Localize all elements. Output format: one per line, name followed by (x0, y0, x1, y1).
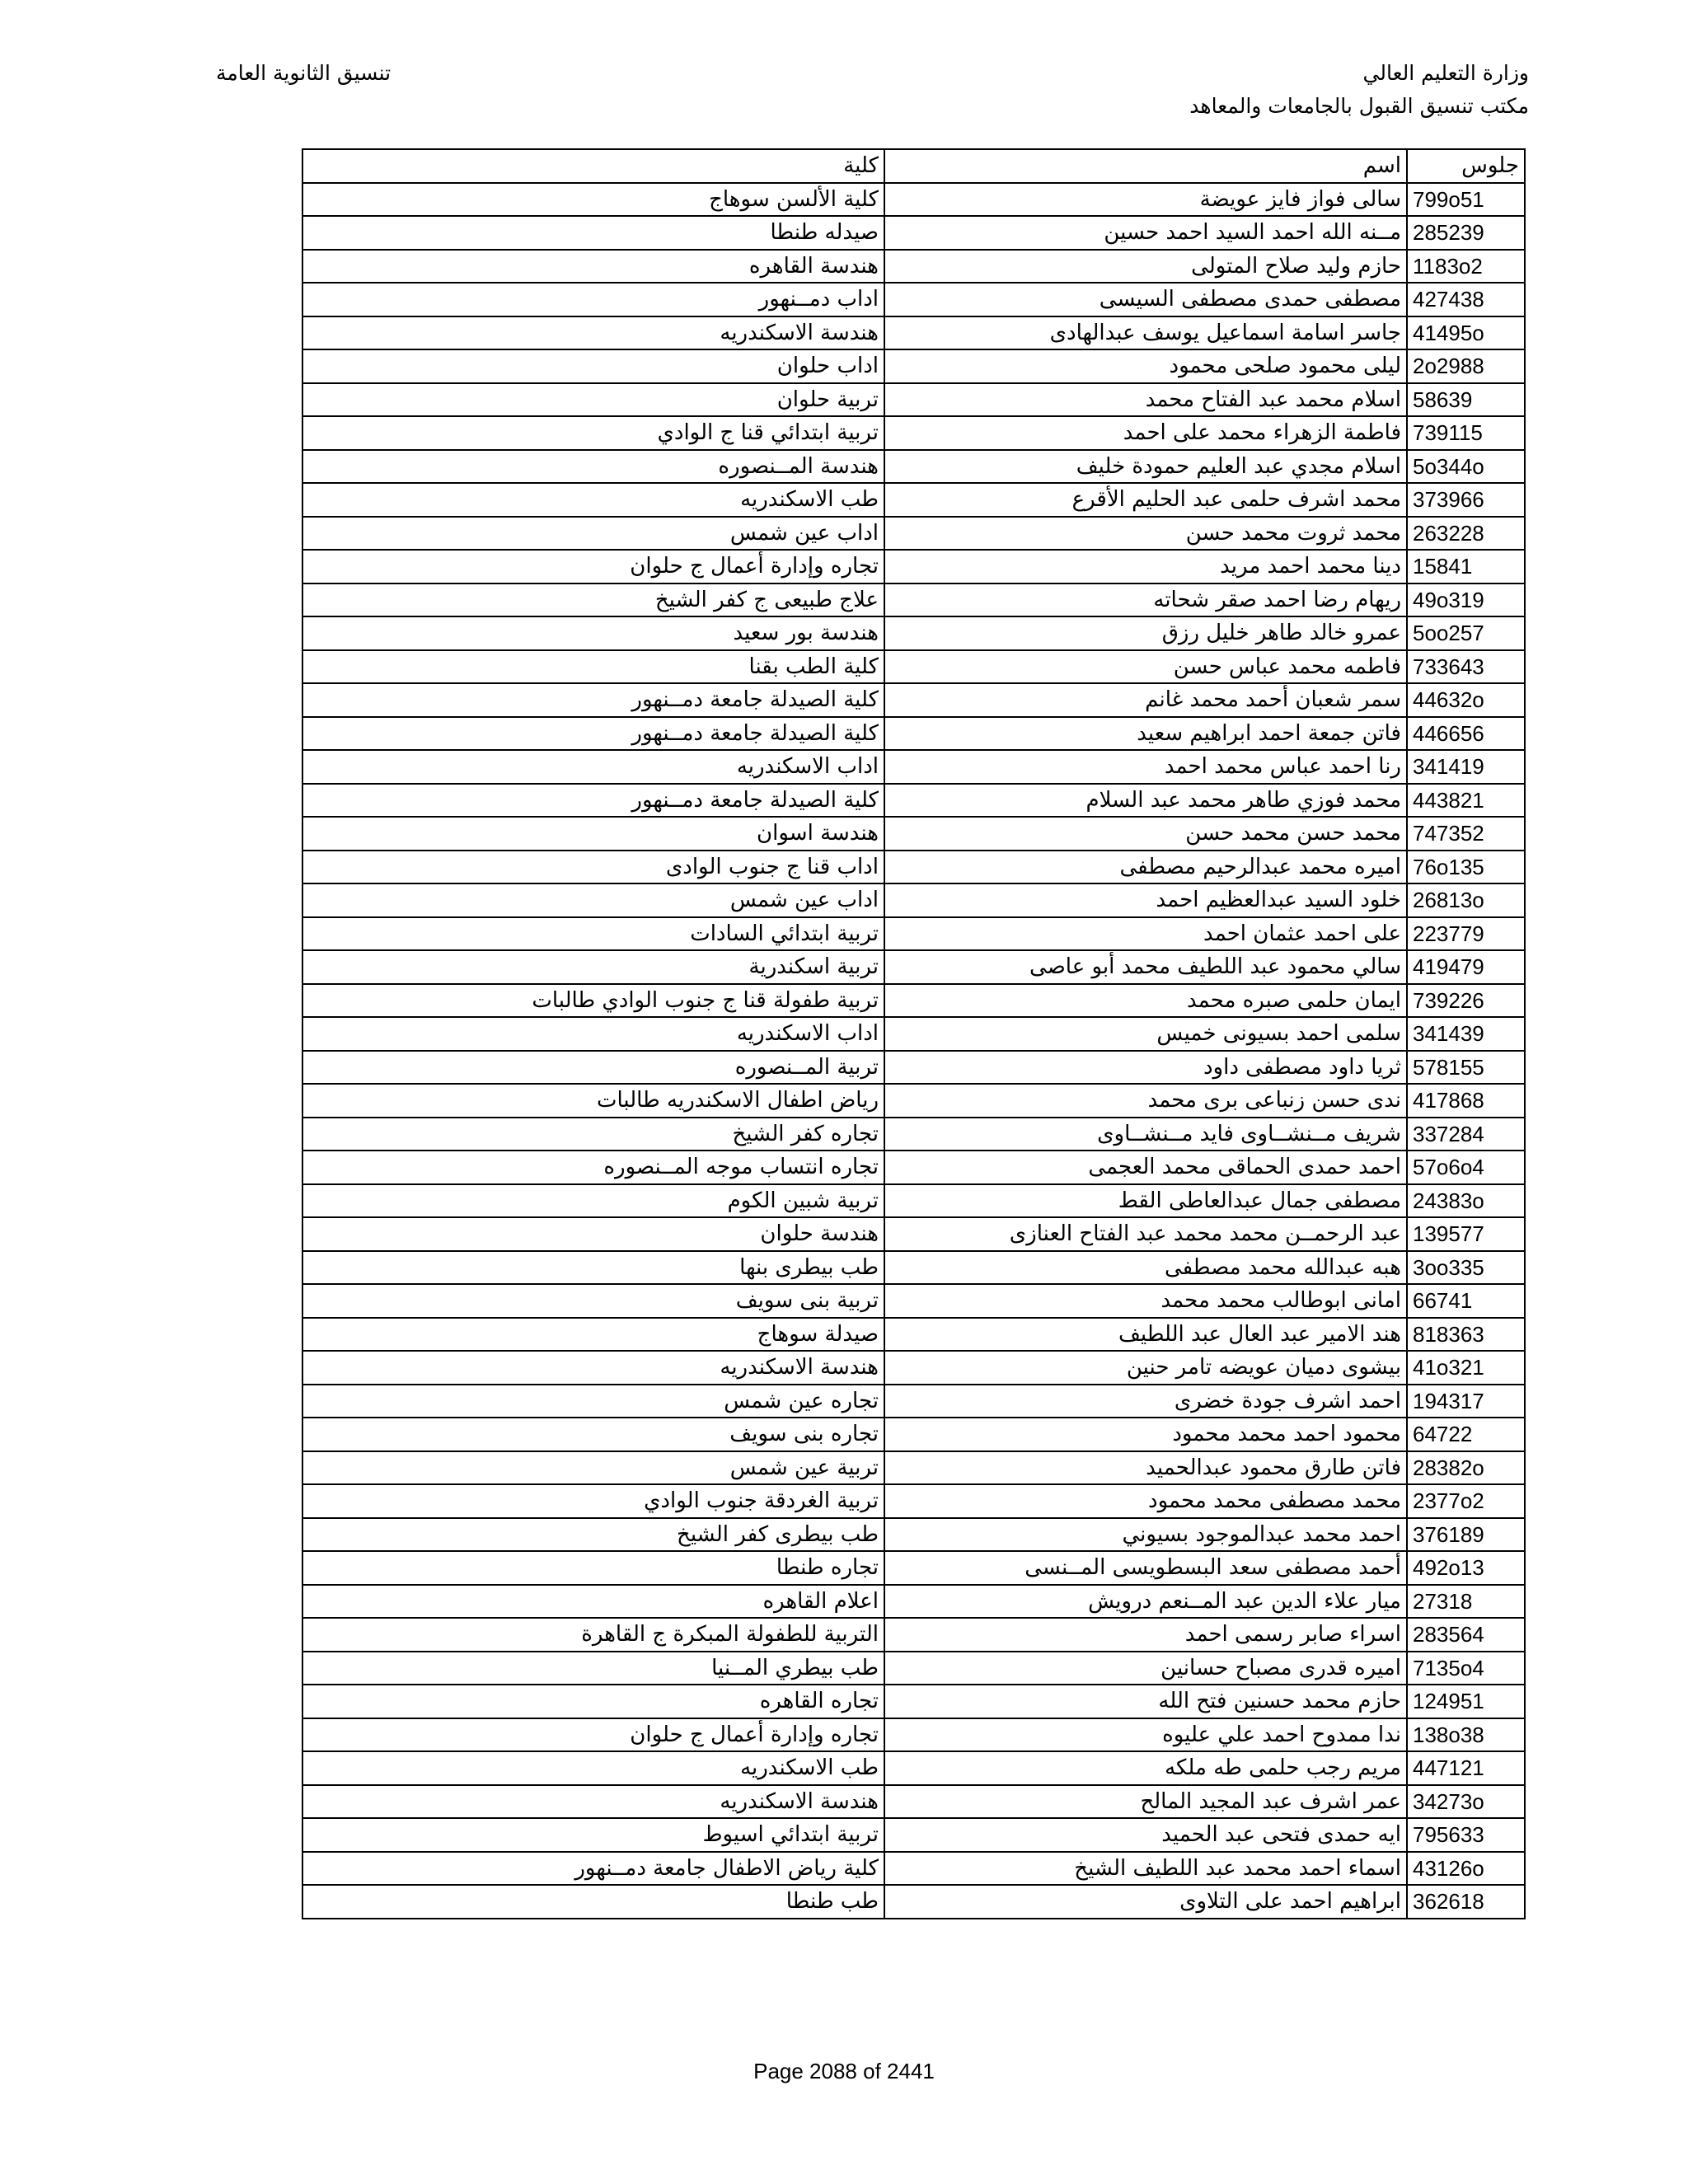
table-row (302, 383, 1525, 417)
faculty-cell: اعلام القاهره (302, 1585, 884, 1619)
table-row (302, 683, 1525, 717)
table-row (302, 1184, 1525, 1218)
seat-cell: 139577 (1407, 1217, 1525, 1251)
name-cell: اسماء احمد محمد عبد اللطيف الشيخ (884, 1852, 1407, 1886)
seat-cell: 447121 (1407, 1751, 1525, 1785)
table-row (302, 784, 1525, 818)
name-cell: محمد حسن محمد حسن (884, 817, 1407, 851)
faculty-cell: طب طنطا (302, 1885, 884, 1919)
seat-cell: 28382o (1407, 1451, 1525, 1485)
name-cell: حازم وليد صلاح المتولى (884, 250, 1407, 284)
faculty-cell: تجاره كفر الشيخ (302, 1118, 884, 1151)
table-row (302, 1318, 1525, 1352)
table-row (302, 1217, 1525, 1251)
faculty-cell: تجاره طنطا (302, 1551, 884, 1585)
seat-cell: 373966 (1407, 483, 1525, 517)
seat-cell: 337284 (1407, 1118, 1525, 1151)
faculty-cell: تجاره عين شمس (302, 1385, 884, 1418)
faculty-cell: تربية شبين الكوم (302, 1184, 884, 1218)
faculty-cell: هندسة المــنصوره (302, 450, 884, 484)
table-row (302, 1652, 1525, 1685)
table-row (302, 550, 1525, 583)
table-row (302, 1785, 1525, 1819)
faculty-cell: هندسة بور سعيد (302, 616, 884, 650)
table-row (302, 1618, 1525, 1652)
table-row (302, 1518, 1525, 1552)
faculty-cell: تربية حلوان (302, 383, 884, 417)
name-cell: دينا محمد احمد مريد (884, 550, 1407, 583)
name-cell: احمد حمدى الحماقى محمد العجمى (884, 1151, 1407, 1184)
name-cell: خلود السيد عبدالعظيم احمد (884, 883, 1407, 917)
name-cell: سالي محمود عبد اللطيف محمد أبو عاصى (884, 950, 1407, 984)
name-cell: امانى ابوطالب محمد محمد (884, 1284, 1407, 1318)
name-cell: هبه عبدالله محمد مصطفى (884, 1251, 1407, 1285)
name-cell: فاطمة الزهراء محمد على احمد (884, 416, 1407, 450)
seat-cell: 44632o (1407, 683, 1525, 717)
seat-cell: 7135o4 (1407, 1652, 1525, 1685)
table-row (302, 1418, 1525, 1451)
seat-cell: 818363 (1407, 1318, 1525, 1352)
seat-cell: 26813o (1407, 883, 1525, 917)
name-cell: اميره قدرى مصباح حسانين (884, 1652, 1407, 1685)
seat-cell: 34273o (1407, 1785, 1525, 1819)
name-cell: ريهام رضا احمد صقر شحاته (884, 583, 1407, 617)
seat-cell: 799o51 (1407, 183, 1525, 217)
seat-cell: 417868 (1407, 1084, 1525, 1118)
faculty-cell: اداب دمــنهور (302, 283, 884, 316)
faculty-cell: صيدلة سوهاج (302, 1318, 884, 1352)
seat-cell: 41495o (1407, 316, 1525, 350)
table-row (302, 416, 1525, 450)
faculty-cell: اداب عين شمس (302, 517, 884, 551)
table-row (302, 1385, 1525, 1418)
seat-cell: 285239 (1407, 216, 1525, 250)
seat-cell: 492o13 (1407, 1551, 1525, 1585)
table-row (302, 1685, 1525, 1718)
seat-cell: 263228 (1407, 517, 1525, 551)
table-row (302, 517, 1525, 551)
name-cell: محمد فوزي طاهر محمد عبد السلام (884, 784, 1407, 818)
seat-cell: 341419 (1407, 750, 1525, 784)
name-cell: سلمى احمد بسيونى خميس (884, 1017, 1407, 1051)
faculty-cell: تربية ابتدائي السادات (302, 917, 884, 951)
seat-cell: 223779 (1407, 917, 1525, 951)
name-cell: احمد اشرف جودة خضرى (884, 1385, 1407, 1418)
faculty-cell: هندسة الاسكندريه (302, 1351, 884, 1385)
seat-cell: 27318 (1407, 1585, 1525, 1619)
column-header-faculty: كلية (302, 149, 884, 183)
table-row (302, 283, 1525, 316)
name-cell: محمد اشرف حلمى عبد الحليم الأقرع (884, 483, 1407, 517)
seat-cell: 443821 (1407, 784, 1525, 818)
seat-cell: 124951 (1407, 1685, 1525, 1718)
seat-cell: 578155 (1407, 1051, 1525, 1085)
name-cell: محمود احمد محمد محمود (884, 1418, 1407, 1451)
seat-cell: 5o344o (1407, 450, 1525, 484)
table-row (302, 1084, 1525, 1118)
faculty-cell: اداب قنا ج جنوب الوادى (302, 851, 884, 884)
table-row (302, 1585, 1525, 1619)
name-cell: ميار علاء الدين عبد المــنعم درويش (884, 1585, 1407, 1619)
name-cell: محمد ثروت محمد حسن (884, 517, 1407, 551)
faculty-cell: اداب عين شمس (302, 883, 884, 917)
name-cell: شريف مــنشــاوى فايد مــنشــاوى (884, 1118, 1407, 1151)
faculty-cell: تربية طفولة قنا ج جنوب الوادي طالبات (302, 984, 884, 1018)
table-row (302, 316, 1525, 350)
column-header-seat: جلوس (1407, 149, 1525, 183)
name-cell: اسلام محمد عبد الفتاح محمد (884, 383, 1407, 417)
faculty-cell: طب بيطرى بنها (302, 1251, 884, 1285)
name-cell: اميره محمد عبدالرحيم مصطفى (884, 851, 1407, 884)
results-table (302, 148, 1526, 1919)
seat-cell: 57o6o4 (1407, 1151, 1525, 1184)
table-row (302, 1484, 1525, 1518)
faculty-cell: تربية الغردقة جنوب الوادي (302, 1484, 884, 1518)
name-cell: ايه حمدى فتحى عبد الحميد (884, 1818, 1407, 1852)
name-cell: اسراء صابر رسمى احمد (884, 1618, 1407, 1652)
seat-cell: 419479 (1407, 950, 1525, 984)
table-row (302, 583, 1525, 617)
table-row (302, 817, 1525, 851)
table-row (302, 1852, 1525, 1886)
table-row (302, 1751, 1525, 1785)
faculty-cell: طب بيطرى كفر الشيخ (302, 1518, 884, 1552)
table-row (302, 1885, 1525, 1919)
seat-cell: 1183o2 (1407, 250, 1525, 284)
seat-cell: 64722 (1407, 1418, 1525, 1451)
faculty-cell: طب بيطري المــنيا (302, 1652, 884, 1685)
faculty-cell: هندسة الاسكندريه (302, 1785, 884, 1819)
seat-cell: 739226 (1407, 984, 1525, 1018)
faculty-cell: هندسة اسوان (302, 817, 884, 851)
seat-cell: 58639 (1407, 383, 1525, 417)
table-header-row (302, 149, 1525, 183)
table-row (302, 750, 1525, 784)
table-row (302, 717, 1525, 751)
faculty-cell: كلية الألسن سوهاج (302, 183, 884, 217)
table-row (302, 349, 1525, 383)
faculty-cell: هندسة القاهره (302, 250, 884, 284)
faculty-cell: تجاره بنى سويف (302, 1418, 884, 1451)
table-row (302, 883, 1525, 917)
seat-cell: 76o135 (1407, 851, 1525, 884)
faculty-cell: اداب الاسكندريه (302, 750, 884, 784)
name-cell: احمد محمد عبدالموجود بسيوني (884, 1518, 1407, 1552)
table-row (302, 650, 1525, 684)
seat-cell: 733643 (1407, 650, 1525, 684)
name-cell: هند الامير عبد العال عبد اللطيف (884, 1318, 1407, 1352)
faculty-cell: كلية الصيدلة جامعة دمــنهور (302, 717, 884, 751)
name-cell: ندا ممدوح احمد علي عليوه (884, 1718, 1407, 1752)
seat-cell: 49o319 (1407, 583, 1525, 617)
name-cell: ليلى محمود صلحى محمود (884, 349, 1407, 383)
name-cell: رنا احمد عباس محمد احمد (884, 750, 1407, 784)
column-header-name: اسم (884, 149, 1407, 183)
table-row (302, 450, 1525, 484)
table-row (302, 851, 1525, 884)
name-cell: عمر اشرف عبد المجيد المالح (884, 1785, 1407, 1819)
seat-cell: 138o38 (1407, 1718, 1525, 1752)
faculty-cell: تجاره القاهره (302, 1685, 884, 1718)
seat-cell: 341439 (1407, 1017, 1525, 1051)
faculty-cell: تجاره وإدارة أعمال ج حلوان (302, 1718, 884, 1752)
seat-cell: 41o321 (1407, 1351, 1525, 1385)
faculty-cell: اداب الاسكندريه (302, 1017, 884, 1051)
name-cell: مصطفى جمال عبدالعاطى القط (884, 1184, 1407, 1218)
name-cell: ايمان حلمى صبره محمد (884, 984, 1407, 1018)
table-row (302, 984, 1525, 1018)
name-cell: محمد مصطفى محمد محمود (884, 1484, 1407, 1518)
table-row (302, 917, 1525, 951)
faculty-cell: رياض اطفال الاسكندريه طالبات (302, 1084, 884, 1118)
name-cell: سالى فواز فايز عويضة (884, 183, 1407, 217)
faculty-cell: تربية اسكندرية (302, 950, 884, 984)
table-row (302, 1451, 1525, 1485)
seat-cell: 15841 (1407, 550, 1525, 583)
table-row (302, 1284, 1525, 1318)
name-cell: فاطمه محمد عباس حسن (884, 650, 1407, 684)
faculty-cell: صيدله طنطا (302, 216, 884, 250)
name-cell: ابراهيم احمد على التلاوى (884, 1885, 1407, 1919)
name-cell: عبد الرحمــن محمد محمد عبد الفتاح العنازى (884, 1217, 1407, 1251)
table-row (302, 483, 1525, 517)
seat-cell: 795633 (1407, 1818, 1525, 1852)
faculty-cell: كلية رياض الاطفال جامعة دمــنهور (302, 1852, 884, 1886)
name-cell: فاتن جمعة احمد ابراهيم سعيد (884, 717, 1407, 751)
seat-cell: 43126o (1407, 1852, 1525, 1886)
faculty-cell: تربية ابتدائي قنا ج الوادي (302, 416, 884, 450)
table-row (302, 1051, 1525, 1085)
seat-cell: 66741 (1407, 1284, 1525, 1318)
table-row (302, 1351, 1525, 1385)
table-row (302, 616, 1525, 650)
ministry-title: وزارة التعليم العالي (1362, 61, 1529, 85)
table-row (302, 1118, 1525, 1151)
seat-cell: 362618 (1407, 1885, 1525, 1919)
faculty-cell: تربية بنى سويف (302, 1284, 884, 1318)
name-cell: جاسر اسامة اسماعيل يوسف عبدالهادى (884, 316, 1407, 350)
faculty-cell: طب الاسكندريه (302, 1751, 884, 1785)
table-row (302, 1017, 1525, 1051)
table-row (302, 216, 1525, 250)
name-cell: اسلام مجدي عبد العليم حمودة خليف (884, 450, 1407, 484)
seat-cell: 2377o2 (1407, 1484, 1525, 1518)
faculty-cell: علاج طبيعى ج كفر الشيخ (302, 583, 884, 617)
seat-cell: 427438 (1407, 283, 1525, 316)
faculty-cell: هندسة الاسكندريه (302, 316, 884, 350)
faculty-cell: تجاره وإدارة أعمال ج حلوان (302, 550, 884, 583)
seat-cell: 747352 (1407, 817, 1525, 851)
name-cell: مــنه الله احمد السيد احمد حسين (884, 216, 1407, 250)
name-cell: سمر شعبان أحمد محمد غانم (884, 683, 1407, 717)
seat-cell: 5oo257 (1407, 616, 1525, 650)
faculty-cell: كلية الصيدلة جامعة دمــنهور (302, 683, 884, 717)
table-row (302, 1151, 1525, 1184)
faculty-cell: اداب حلوان (302, 349, 884, 383)
seat-cell: 739115 (1407, 416, 1525, 450)
name-cell: ثريا داود مصطفى داود (884, 1051, 1407, 1085)
seat-cell: 3oo335 (1407, 1251, 1525, 1285)
page-number: Page 2088 of 2441 (753, 2059, 935, 2083)
faculty-cell: تربية عين شمس (302, 1451, 884, 1485)
name-cell: أحمد مصطفى سعد البسطويسى المــنسى (884, 1551, 1407, 1585)
faculty-cell: تربية ابتدائي اسيوط (302, 1818, 884, 1852)
name-cell: ندى حسن زنباعى برى محمد (884, 1084, 1407, 1118)
faculty-cell: هندسة حلوان (302, 1217, 884, 1251)
faculty-cell: التربية للطفولة المبكرة ج القاهرة (302, 1618, 884, 1652)
seat-cell: 376189 (1407, 1518, 1525, 1552)
faculty-cell: تربية المــنصوره (302, 1051, 884, 1085)
table-row (302, 1251, 1525, 1285)
name-cell: مريم رجب حلمى طه ملكه (884, 1751, 1407, 1785)
name-cell: على احمد عثمان احمد (884, 917, 1407, 951)
table-row (302, 950, 1525, 984)
name-cell: فاتن طارق محمود عبدالحميد (884, 1451, 1407, 1485)
seat-cell: 194317 (1407, 1385, 1525, 1418)
name-cell: مصطفى حمدى مصطفى السيسى (884, 283, 1407, 316)
table-row (302, 1818, 1525, 1852)
table-row (302, 250, 1525, 284)
name-cell: عمرو خالد طاهر خليل رزق (884, 616, 1407, 650)
faculty-cell: طب الاسكندريه (302, 483, 884, 517)
table-row (302, 1551, 1525, 1585)
table-row (302, 183, 1525, 217)
seat-cell: 24383o (1407, 1184, 1525, 1218)
seat-cell: 2o2988 (1407, 349, 1525, 383)
faculty-cell: تجاره انتساب موجه المــنصوره (302, 1151, 884, 1184)
office-title: مكتب تنسيق القبول بالجامعات والمعاهد (1189, 94, 1529, 118)
name-cell: حازم محمد حسنين فتح الله (884, 1685, 1407, 1718)
seat-cell: 283564 (1407, 1618, 1525, 1652)
faculty-cell: كلية الطب بقنا (302, 650, 884, 684)
name-cell: بيشوى دميان عويضه تامر حنين (884, 1351, 1407, 1385)
faculty-cell: كلية الصيدلة جامعة دمــنهور (302, 784, 884, 818)
seat-cell: 446656 (1407, 717, 1525, 751)
table-row (302, 1718, 1525, 1752)
program-title: تنسيق الثانوية العامة (216, 61, 392, 85)
